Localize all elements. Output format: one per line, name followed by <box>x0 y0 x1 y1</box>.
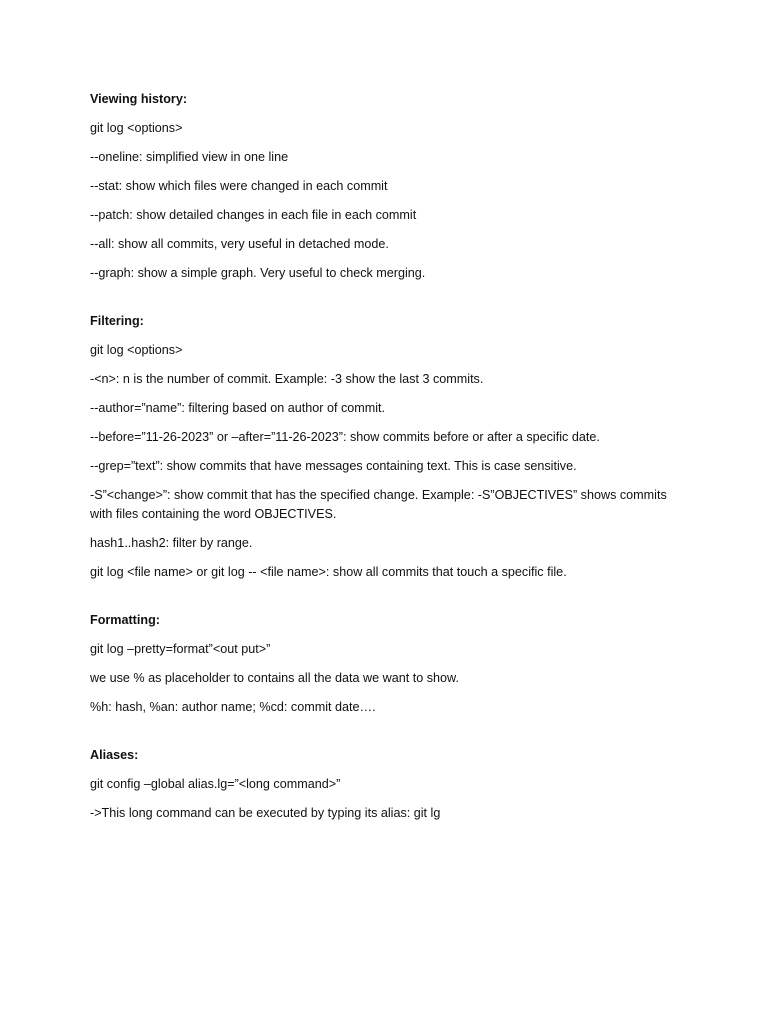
paragraph: --author=”name”: filtering based on author of commit. <box>90 401 386 415</box>
paragraph: --all: show all commits, very useful in detached mode. <box>90 237 389 251</box>
paragraph: --oneline: simplified view in one line <box>90 150 289 164</box>
paragraph: --stat: show which files were changed in each commit <box>90 179 388 193</box>
section-heading: Viewing history: <box>90 92 188 106</box>
section-filtering <box>90 312 690 582</box>
paragraph: we use % as placeholder to contains all the data we want to show. <box>90 671 459 685</box>
paragraph: git config –global alias.lg=”<long command>” <box>90 777 341 791</box>
paragraph: --graph: show a simple graph. Very useful to check merging. <box>90 266 426 280</box>
paragraph: -S”<change>”: show commit that has the specified change. Example: -S”OBJECTIVES” shows commits with files containing the word OBJECTIVES. <box>90 488 667 521</box>
paragraph: -<n>: n is the number of commit. Example: -3 show the last 3 commits. <box>90 372 484 386</box>
section-heading: Aliases: <box>90 748 139 762</box>
section-heading: Filtering: <box>90 314 144 328</box>
section-formatting <box>90 611 690 717</box>
section-viewing-history <box>90 90 690 283</box>
paragraph: --before=”11-26-2023” or –after=”11-26-2023”: show commits before or after a specific date. <box>90 430 600 444</box>
section-heading: Formatting: <box>90 613 160 627</box>
paragraph: git log <options> <box>90 121 183 135</box>
paragraph: hash1..hash2: filter by range. <box>90 536 253 550</box>
document-body <box>90 90 690 852</box>
paragraph: git log <file name> or git log -- <file name>: show all commits that touch a specific file. <box>90 565 567 579</box>
paragraph: --patch: show detailed changes in each file in each commit <box>90 208 417 222</box>
paragraph: git log –pretty=format”<out put>” <box>90 642 271 656</box>
paragraph: ->This long command can be executed by typing its alias: git lg <box>90 806 441 820</box>
paragraph: git log <options> <box>90 343 183 357</box>
paragraph: %h: hash, %an: author name; %cd: commit date…. <box>90 700 376 714</box>
section-aliases <box>90 746 690 823</box>
paragraph: --grep=”text”: show commits that have messages containing text. This is case sensitive. <box>90 459 577 473</box>
